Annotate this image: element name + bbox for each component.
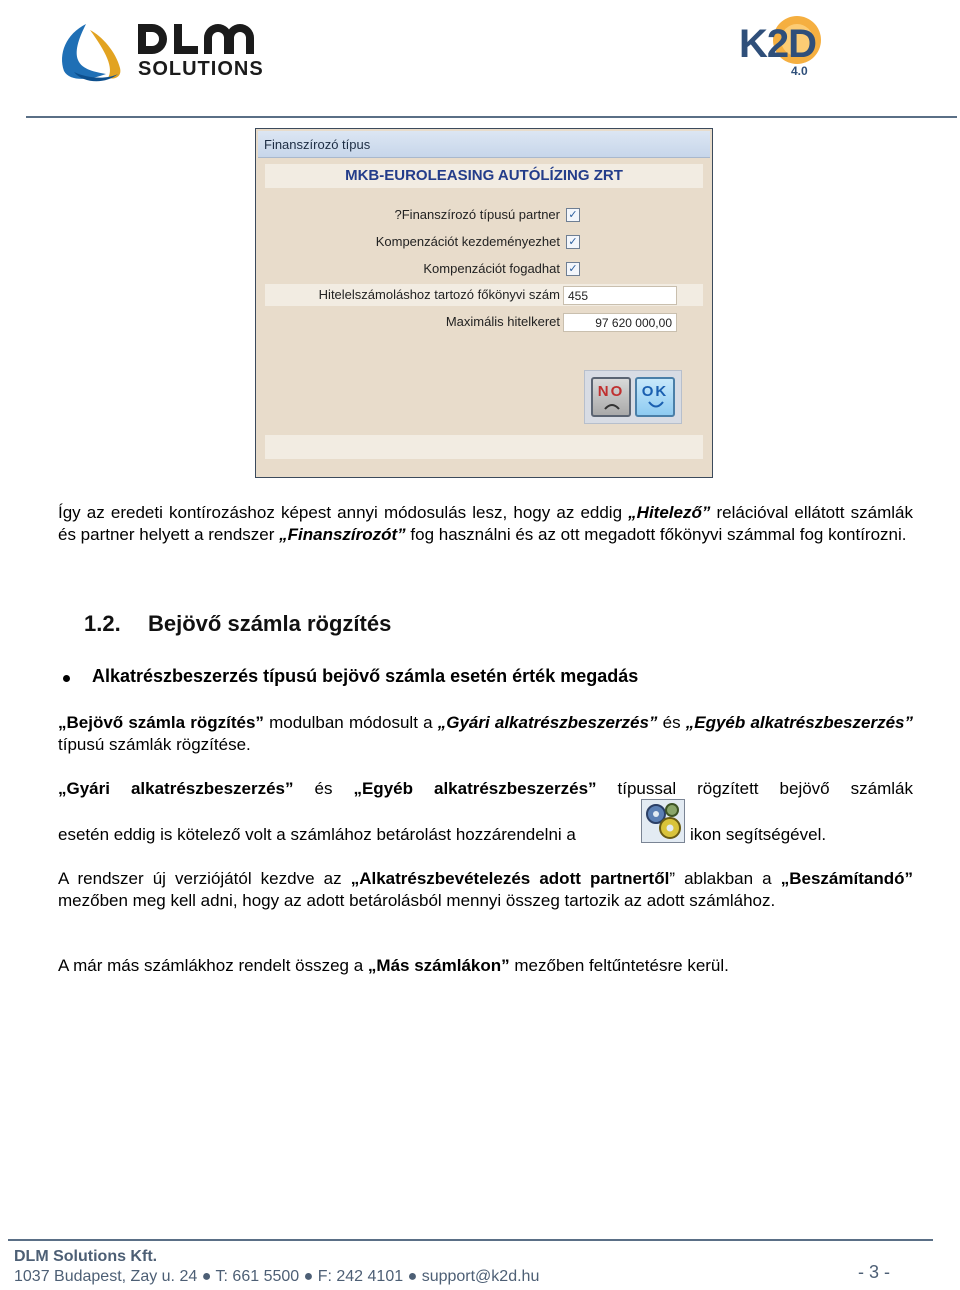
field-label-fokonyvi-szam: Hitelelszámoláshoz tartozó főkönyvi szám — [318, 287, 560, 302]
p1-text-2: relációval ellátott számlák és partner helyett a rendszer — [58, 503, 913, 544]
bullet-separator-icon: ● — [303, 1268, 318, 1285]
field-label-max-hitelkeret: Maximális hitelkeret — [445, 314, 560, 329]
field-label-kompenzacio-kezdemenyez: Kompenzációt kezdeményezhet — [375, 234, 560, 249]
input-fokonyvi-szam[interactable]: 455 — [563, 286, 677, 305]
p2-term-gyari: „Gyári alkatrészbeszerzés” — [437, 713, 658, 732]
ok-button[interactable] — [635, 377, 675, 417]
footer-company: DLM Solutions Kft. — [14, 1248, 158, 1265]
p5-term-mas-szamlakon: „Más számlákon” — [367, 956, 510, 975]
betarolas-gear-icon — [641, 799, 685, 843]
bullet-separator-icon: ● — [201, 1268, 216, 1285]
checkbox-kompenzacio-fogad[interactable]: ✓ — [566, 262, 580, 276]
p2-term-egyeb: „Egyéb alkatrészbeszerzés” — [685, 713, 913, 732]
p1-text-3: fog használni és az ott megadott főkönyvi számmal fog kontírozni. — [405, 525, 907, 544]
p1-text-1: Így az eredeti kontírozáshoz képest annyi módosulás lesz, hogy az eddig — [58, 503, 629, 522]
smile-icon — [647, 399, 665, 411]
p1-term-finanszirozot: „Finanszírozót” — [279, 525, 406, 544]
bullet-separator-icon: ● — [407, 1268, 422, 1285]
bullet-heading: Alkatrészbeszerzés típusú bejövő számla esetén érték megadás — [92, 666, 639, 686]
dialog-titlebar — [258, 131, 710, 158]
p2-text-1: modulban módosult a — [263, 713, 438, 732]
k2d-logo — [735, 10, 865, 82]
section-number: 1.2. — [84, 611, 121, 636]
no-button[interactable] — [591, 377, 631, 417]
frown-icon — [603, 399, 621, 411]
p5-text-1: A már más számlákhoz rendelt összeg a — [58, 956, 368, 975]
field-label-kompenzacio-fogad: Kompenzációt fogadhat — [423, 261, 560, 276]
p3-text-2: típussal rögzített bejövő számlák — [596, 779, 913, 798]
dialog-status-bar — [265, 435, 703, 459]
finanszirozo-tipus-dialog — [255, 128, 713, 478]
dlm-logo-subword: SOLUTIONS — [138, 58, 264, 80]
paragraph-2 — [58, 712, 913, 756]
ok-button-label: OK — [641, 383, 669, 400]
paragraph-3-line-2-end: ikon segítségével. — [690, 825, 827, 844]
section-title: Bejövő számla rögzítés — [148, 611, 392, 636]
k2d-logo-word: K2D — [739, 22, 817, 66]
p3-text-1: és — [293, 779, 354, 798]
dialog-title: Finanszírozó típus — [264, 137, 371, 152]
paragraph-4 — [58, 868, 913, 912]
partner-name-box — [265, 164, 703, 188]
field-label-finanszirozo: ?Finanszírozó típusú partner — [394, 207, 560, 222]
p4-text-2: ” ablakban a — [669, 869, 781, 888]
p4-term-alkatresz-bevetelezes: „Alkatrészbevételezés adott partnertől — [350, 869, 670, 888]
paragraph-5 — [58, 955, 913, 977]
p4-term-beszamitando: „Beszámítandó” — [780, 869, 913, 888]
p2-text-2: és — [657, 713, 686, 732]
k2d-version: 4.0 — [791, 64, 808, 78]
footer-contact-line — [14, 1268, 539, 1286]
no-button-label: NO — [597, 383, 625, 400]
checkbox-finanszirozo[interactable]: ✓ — [566, 208, 580, 222]
footer-phone: T: 661 5500 — [215, 1268, 300, 1285]
p5-text-2: mezőben feltűntetésre kerül. — [509, 956, 729, 975]
p2-text-3: típusú számlák rögzítése. — [58, 735, 251, 754]
paragraph-3-line-1 — [58, 778, 913, 800]
partner-name: MKB-EUROLEASING AUTÓLÍZING ZRT — [345, 167, 623, 184]
footer-divider — [8, 1239, 933, 1241]
dlm-logo — [56, 16, 296, 86]
p1-term-hitelezo: „Hitelező” — [628, 503, 711, 522]
input-max-hitelkeret[interactable]: 97 620 000,00 — [563, 313, 677, 332]
p3-term-gyari: „Gyári alkatrészbeszerzés” — [58, 779, 294, 798]
p2-term-modul: „Bejövő számla rögzítés” — [58, 713, 264, 732]
header-divider — [26, 116, 957, 118]
p4-text-1: A rendszer új verziójától kezdve az — [58, 869, 351, 888]
page-number: - 3 - — [858, 1262, 891, 1282]
footer-fax: F: 242 4101 — [317, 1268, 404, 1285]
footer-email[interactable]: support@k2d.hu — [421, 1268, 540, 1285]
dialog-button-panel — [584, 370, 682, 424]
paragraph-1 — [58, 502, 913, 546]
p3-term-egyeb: „Egyéb alkatrészbeszerzés” — [353, 779, 597, 798]
bullet-point — [63, 675, 70, 682]
p4-text-3: mezőben meg kell adni, hogy az adott betárolásból mennyi összeg tartozik az adott számlához. — [58, 891, 776, 910]
paragraph-3-line-2-start: esetén eddig is kötelező volt a számlához betárolást hozzárendelni a — [58, 825, 576, 844]
checkbox-kompenzacio-kezdemenyez[interactable]: ✓ — [566, 235, 580, 249]
footer-address: 1037 Budapest, Zay u. 24 — [14, 1268, 198, 1285]
